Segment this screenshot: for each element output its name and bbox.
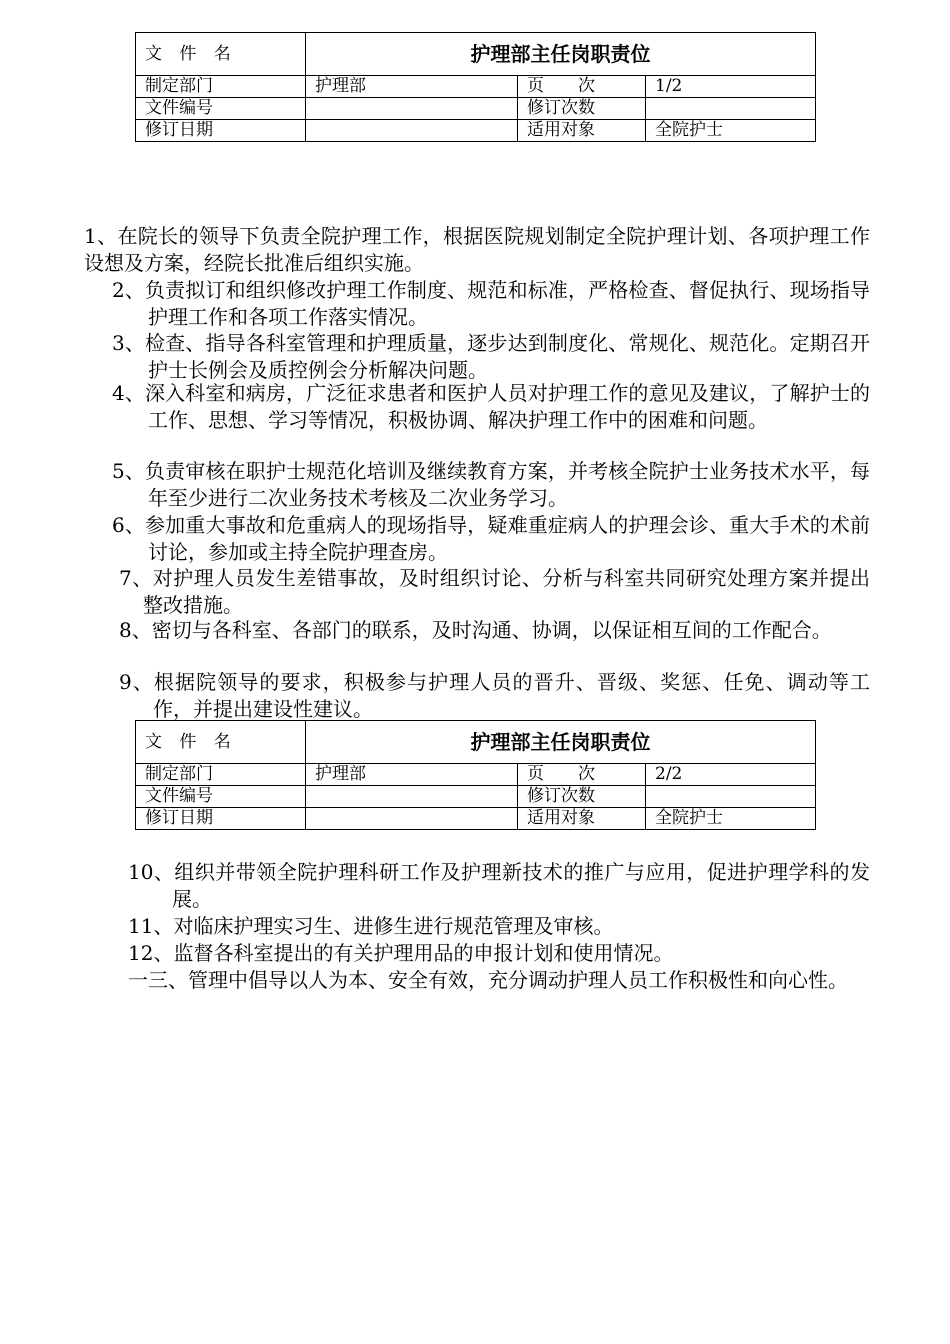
applies-to-label: 适用对象 [518,120,646,142]
duty-number: 一三、 [128,968,188,992]
page-label: 页 次 [518,76,646,98]
duty-text: 组织并带领全院护理科研工作及护理新技术的推广与应用，促进护理学科的发展。 [172,860,871,911]
revision-count-label: 修订次数 [518,786,646,808]
page-value: 2/2 [646,764,816,786]
duty-text: 根据院领导的要求，积极参与护理人员的晋升、晋级、奖惩、任免、调动等工作，并提出建设性建议。 [153,670,871,721]
duty-item [119,617,870,644]
file-name-label: 文 件 名 [136,721,306,764]
revision-date-value [306,808,518,830]
duty-text: 对临床护理实习生、进修生进行规范管理及审核。 [173,914,614,938]
revision-count-value [646,98,816,120]
duty-text: 管理中倡导以人为本、安全有效，充分调动护理人员工作积极性和向心性。 [188,968,848,992]
revision-count-label: 修订次数 [518,98,646,120]
duty-number: 7、 [119,566,153,590]
duty-item [84,223,870,277]
doc-no-value [306,98,518,120]
applies-to-value: 全院护士 [646,808,816,830]
applies-to-label: 适用对象 [518,808,646,830]
applies-to-value: 全院护士 [646,120,816,142]
duty-number: 11、 [128,914,174,938]
dept-value: 护理部 [306,764,518,786]
duty-number: 8、 [119,618,152,642]
duty-text: 负责拟订和组织修改护理工作制度、规范和标准，严格检查、督促执行、现场指导护理工作和各项工作落实情况。 [145,278,870,329]
duty-text: 检查、指导各科室管理和护理质量，逐步达到制度化、常规化、规范化。定期召开护士长例会及质控例会分析解决问题。 [145,331,870,382]
duty-text: 对护理人员发生差错事故，及时组织讨论、分析与科室共同研究处理方案并提出整改措施。 [143,566,871,617]
duty-text: 负责审核在职护士规范化培训及继续教育方案，并考核全院护士业务技术水平，每年至少进行二次业务技术考核及二次业务学习。 [145,459,870,510]
duty-number: 5、 [112,459,146,483]
document-title: 护理部主任岗职责位 [306,33,816,76]
file-name-label: 文 件 名 [136,33,306,76]
duty-number: 2、 [112,278,146,302]
dept-label: 制定部门 [136,764,306,786]
document-header-table [135,720,816,830]
revision-date-label: 修订日期 [136,808,306,830]
duty-number: 10、 [128,860,175,884]
doc-no-label: 文件编号 [136,786,306,808]
page-label: 页 次 [518,764,646,786]
duty-item [112,512,870,566]
doc-no-value [306,786,518,808]
duty-number: 9、 [119,670,154,694]
doc-no-label: 文件编号 [136,98,306,120]
document-title: 护理部主任岗职责位 [306,721,816,764]
duty-number: 6、 [112,513,146,537]
duty-item [128,913,870,940]
duty-text: 监督各科室提出的有关护理用品的申报计划和使用情况。 [173,941,674,965]
revision-count-value [646,786,816,808]
page-value: 1/2 [646,76,816,98]
duty-number: 12、 [128,941,174,965]
duty-item [128,967,870,994]
duty-item [112,458,870,512]
duty-item [119,565,871,619]
document-header-table [135,32,816,142]
duty-text: 密切与各科室、各部门的联系，及时沟通、协调，以保证相互间的工作配合。 [151,618,832,642]
duty-item [112,330,870,384]
duty-text: 深入科室和病房，广泛征求患者和医护人员对护理工作的意见及建议，了解护士的工作、思想、学习等情况，积极协调、解决护理工作中的困难和问题。 [145,381,870,432]
duty-item [112,380,870,434]
duty-item [119,669,871,723]
duty-number: 1、 [84,224,118,248]
duty-number: 4、 [112,381,146,405]
duty-text: 参加重大事故和危重病人的现场指导，疑难重症病人的护理会诊、重大手术的术前讨论，参加或主持全院护理查房。 [145,513,870,564]
dept-value: 护理部 [306,76,518,98]
duty-item [128,859,871,913]
duty-text: 在院长的领导下负责全院护理工作，根据医院规划制定全院护理计划、各项护理工作设想及方案，经院长批准后组织实施。 [84,224,871,275]
duty-item [128,940,870,967]
duty-number: 3、 [112,331,146,355]
revision-date-value [306,120,518,142]
duty-item [112,277,870,331]
dept-label: 制定部门 [136,76,306,98]
revision-date-label: 修订日期 [136,120,306,142]
